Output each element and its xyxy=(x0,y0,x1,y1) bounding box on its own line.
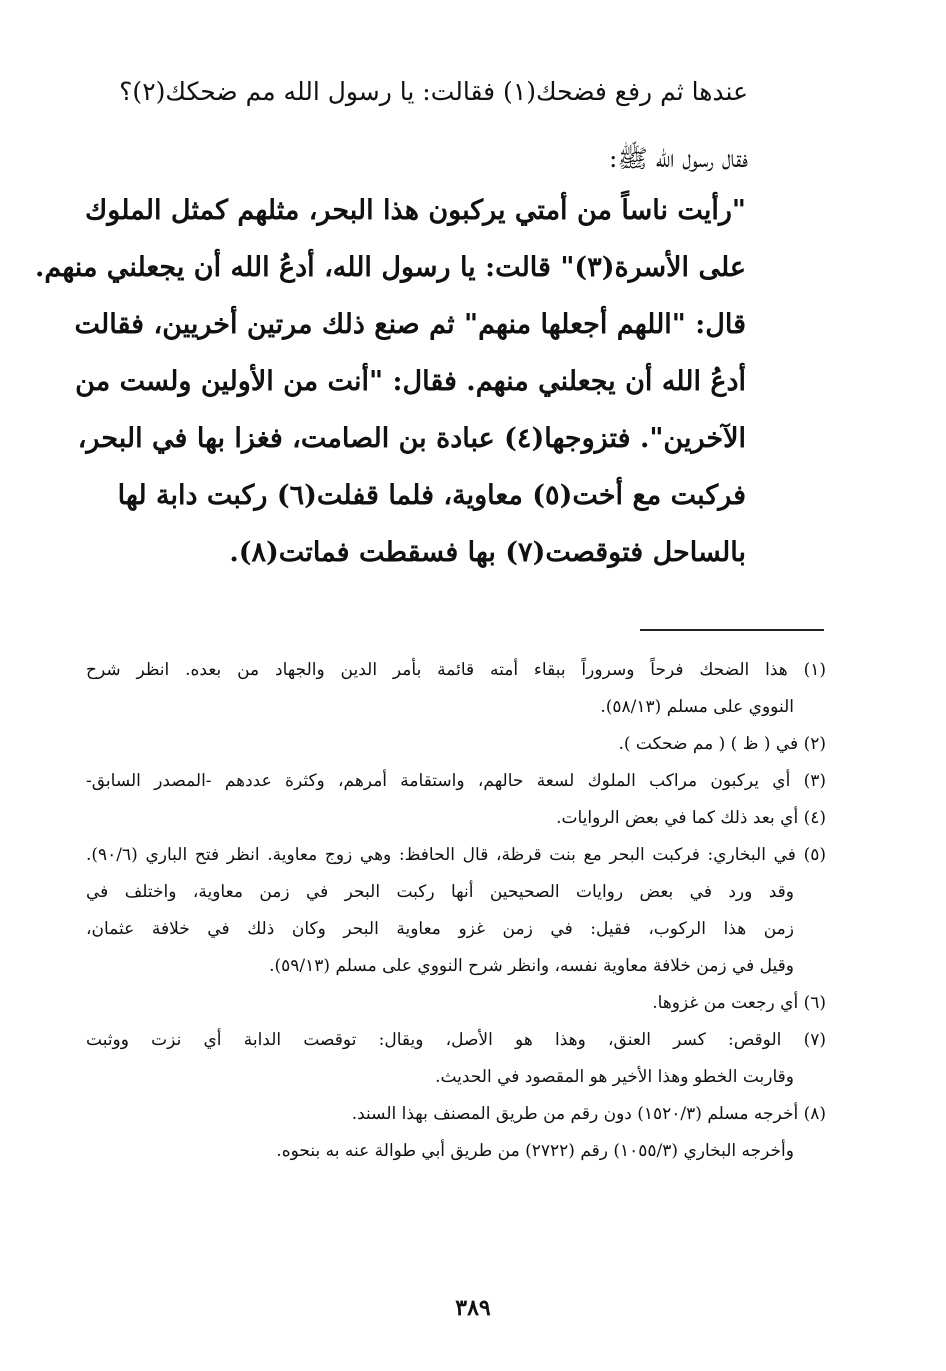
footnote-line: وقيل في زمن خلافة معاوية نفسه، وانظر شرح النووي على مسلم (٥٩/١٣). xyxy=(269,956,794,976)
footnote-2 xyxy=(86,726,826,763)
hadith-line: على الأسرة(٣)" قالت: يا رسول الله، أدعُ الله أن يجعلني منهم. xyxy=(34,252,746,283)
footnote-4 xyxy=(86,800,826,837)
intro-line-2: فقال رسول الله ﷺ: xyxy=(609,144,748,173)
footnote-line: وقد ورد في بعض روايات الصحيحين أنها ركبت البحر في زمن معاوية، واختلف في xyxy=(86,882,794,902)
footnote-line: وأخرجه البخاري (١٠٥٥/٣) رقم (٢٧٢٢) من طريق أبي طوالة عنه به بنحوه. xyxy=(276,1141,794,1161)
hadith-line: أدعُ الله أن يجعلني منهم. فقال: "أنت من الأولين ولست من xyxy=(75,366,746,397)
footnote-8 xyxy=(86,1096,826,1170)
footnote-line: (٧) الوقص: كسر العنق، وهذا هو الأصل، ويقال: توقصت الدابة أي نزت ووثبت xyxy=(86,1030,826,1050)
footnote-line: (٢) في ( ظ ) ( مم ضحكت ). xyxy=(618,734,826,754)
hadith-line: قال: "اللهم أجعلها منهم" ثم صنع ذلك مرتين أخريين، فقالت xyxy=(74,309,746,340)
footnote-5 xyxy=(86,837,826,985)
hadith-text xyxy=(34,182,746,581)
footnote-separator xyxy=(640,629,824,631)
footnote-line: (٥) في البخاري: فركبت البحر مع بنت قرظة، قال الحافظ: وهي زوج معاوية. انظر فتح الباري (٩٠/٦). xyxy=(86,845,826,865)
footnote-line: (٦) أي رجعت من غزوها. xyxy=(652,993,826,1013)
footnote-line: (٤) أي بعد ذلك كما في بعض الروايات. xyxy=(556,808,826,828)
footnote-1 xyxy=(86,652,826,726)
footnote-line: (٨) أخرجه مسلم (١٥٢٠/٣) دون رقم من طريق المصنف بهذا السند. xyxy=(351,1104,826,1124)
footnote-6 xyxy=(86,985,826,1022)
hadith-line: الآخرين". فتزوجها(٤) عبادة بن الصامت، فغزا بها في البحر، xyxy=(77,423,746,454)
footnote-line: النووي على مسلم (٥٨/١٣). xyxy=(600,697,794,717)
hadith-line: بالساحل فتوقصت(٧) بها فسقطت فماتت(٨). xyxy=(229,537,746,568)
page-number: ٣٨٩ xyxy=(455,1295,491,1321)
footnote-3 xyxy=(86,763,826,800)
intro-text xyxy=(88,58,748,192)
intro-line-1: عندها ثم رفع فضحك(١) فقالت: يا رسول الله مم ضحكك(٢)؟ xyxy=(119,77,748,106)
hadith-line: فركبت مع أخت(٥) معاوية، فلما قفلت(٦) ركبت دابة لها xyxy=(117,480,746,511)
footnote-line: (٣) أي يركبون مراكب الملوك لسعة حالهم، واستقامة أمرهم، وكثرة عددهم -المصدر السابق- xyxy=(86,771,826,791)
footnote-line: وقاربت الخطو وهذا الأخير هو المقصود في الحديث. xyxy=(435,1067,794,1087)
footnotes xyxy=(86,652,826,1170)
footnote-line: زمن هذا الركوب، فقيل: في زمن غزو معاوية البحر وكان ذلك في خلافة عثمان، xyxy=(86,919,794,939)
footnote-7 xyxy=(86,1022,826,1096)
footnote-line: (١) هذا الضحك فرحاً وسروراً ببقاء أمته قائمة بأمر الدين والجهاد من بعده. انظر شرح xyxy=(86,660,826,680)
hadith-line: "رأيت ناساً من أمتي يركبون هذا البحر، مثلهم كمثل الملوك xyxy=(85,195,746,226)
